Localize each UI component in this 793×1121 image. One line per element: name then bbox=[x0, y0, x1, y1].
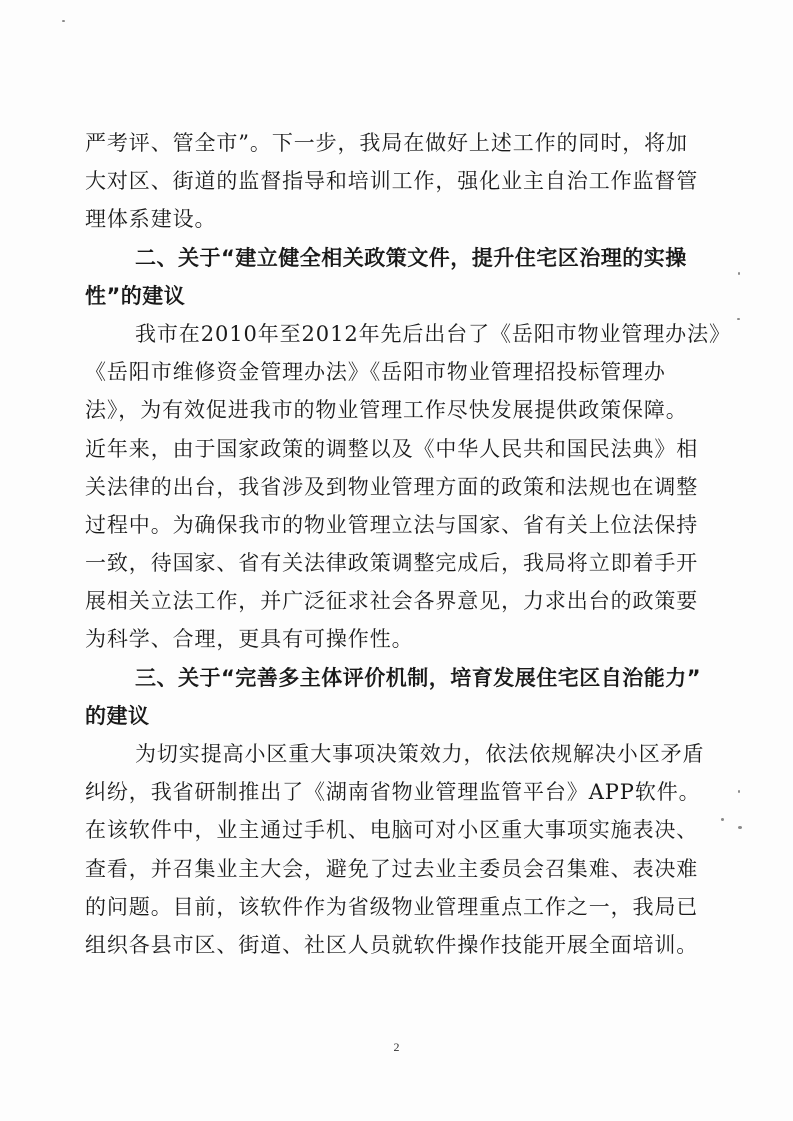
text-line: 展相关立法工作，并广泛征求社会各界意见，力求出台的政策要 bbox=[85, 589, 699, 614]
text-line: 近年来，由于国家政策的调整以及《中华人民共和国民法典》相 bbox=[85, 436, 699, 461]
text-line: 纠纷，我省研制推出了《湖南省物业管理监管平台》APP软件。 bbox=[85, 780, 701, 805]
text-line: 理体系建设。 bbox=[85, 207, 217, 232]
scan-speck bbox=[738, 826, 742, 829]
scan-speck bbox=[62, 20, 65, 22]
text-line: 在该软件中，业主通过手机、电脑可对小区重大事项实施表决、 bbox=[85, 818, 699, 843]
section-heading-line: 性”的建议 bbox=[85, 283, 186, 308]
scan-speck bbox=[737, 318, 740, 320]
section-heading-line: 三、关于“完善多主体评价机制，培育发展住宅区自治能力” bbox=[135, 665, 702, 690]
text-line: 法》，为有效促进我市的物业管理工作尽快发展提供政策保障。 bbox=[85, 398, 688, 423]
text-line: 为科学、合理，更具有可操作性。 bbox=[85, 627, 414, 652]
section-heading-line: 二、关于“建立健全相关政策文件，提升住宅区治理的实操 bbox=[135, 245, 687, 270]
scan-speck bbox=[738, 272, 740, 275]
document-body bbox=[85, 124, 731, 964]
scan-speck bbox=[738, 790, 740, 793]
text-line: 的问题。目前，该软件作为省级物业管理重点工作之一，我局已 bbox=[85, 894, 699, 919]
scan-speck bbox=[721, 818, 724, 821]
text-line: 为切实提高小区重大事项决策效力，依法依规解决小区矛盾 bbox=[135, 742, 705, 766]
text-line: 过程中。为确保我市的物业管理立法与国家、省有关上位法保持 bbox=[85, 512, 699, 537]
text-line: 关法律的出台，我省涉及到物业管理方面的政策和法规也在调整 bbox=[85, 474, 699, 499]
text-line: 严考评、管全市”。下一步，我局在做好上述工作的同时，将加 bbox=[85, 131, 688, 155]
text-line: 查看，并召集业主大会，避免了过去业主委员会召集难、表决难 bbox=[85, 856, 699, 881]
text-line: 组织各县市区、街道、社区人员就软件操作技能开展全面培训。 bbox=[85, 932, 699, 957]
text-line: 我市在2010年至2012年先后出台了《岳阳市物业管理办法》 bbox=[135, 321, 731, 346]
section-heading-line: 的建议 bbox=[85, 703, 150, 728]
text-line: 一致，待国家、省有关法律政策调整完成后，我局将立即着手开 bbox=[85, 551, 699, 576]
text-line: 大对区、街道的监督指导和培训工作，强化业主自治工作监督管 bbox=[85, 169, 699, 194]
text-line: 《岳阳市维修资金管理办法》《岳阳市物业管理招投标管理办 bbox=[85, 360, 666, 385]
page-number: 2 bbox=[393, 1040, 400, 1054]
